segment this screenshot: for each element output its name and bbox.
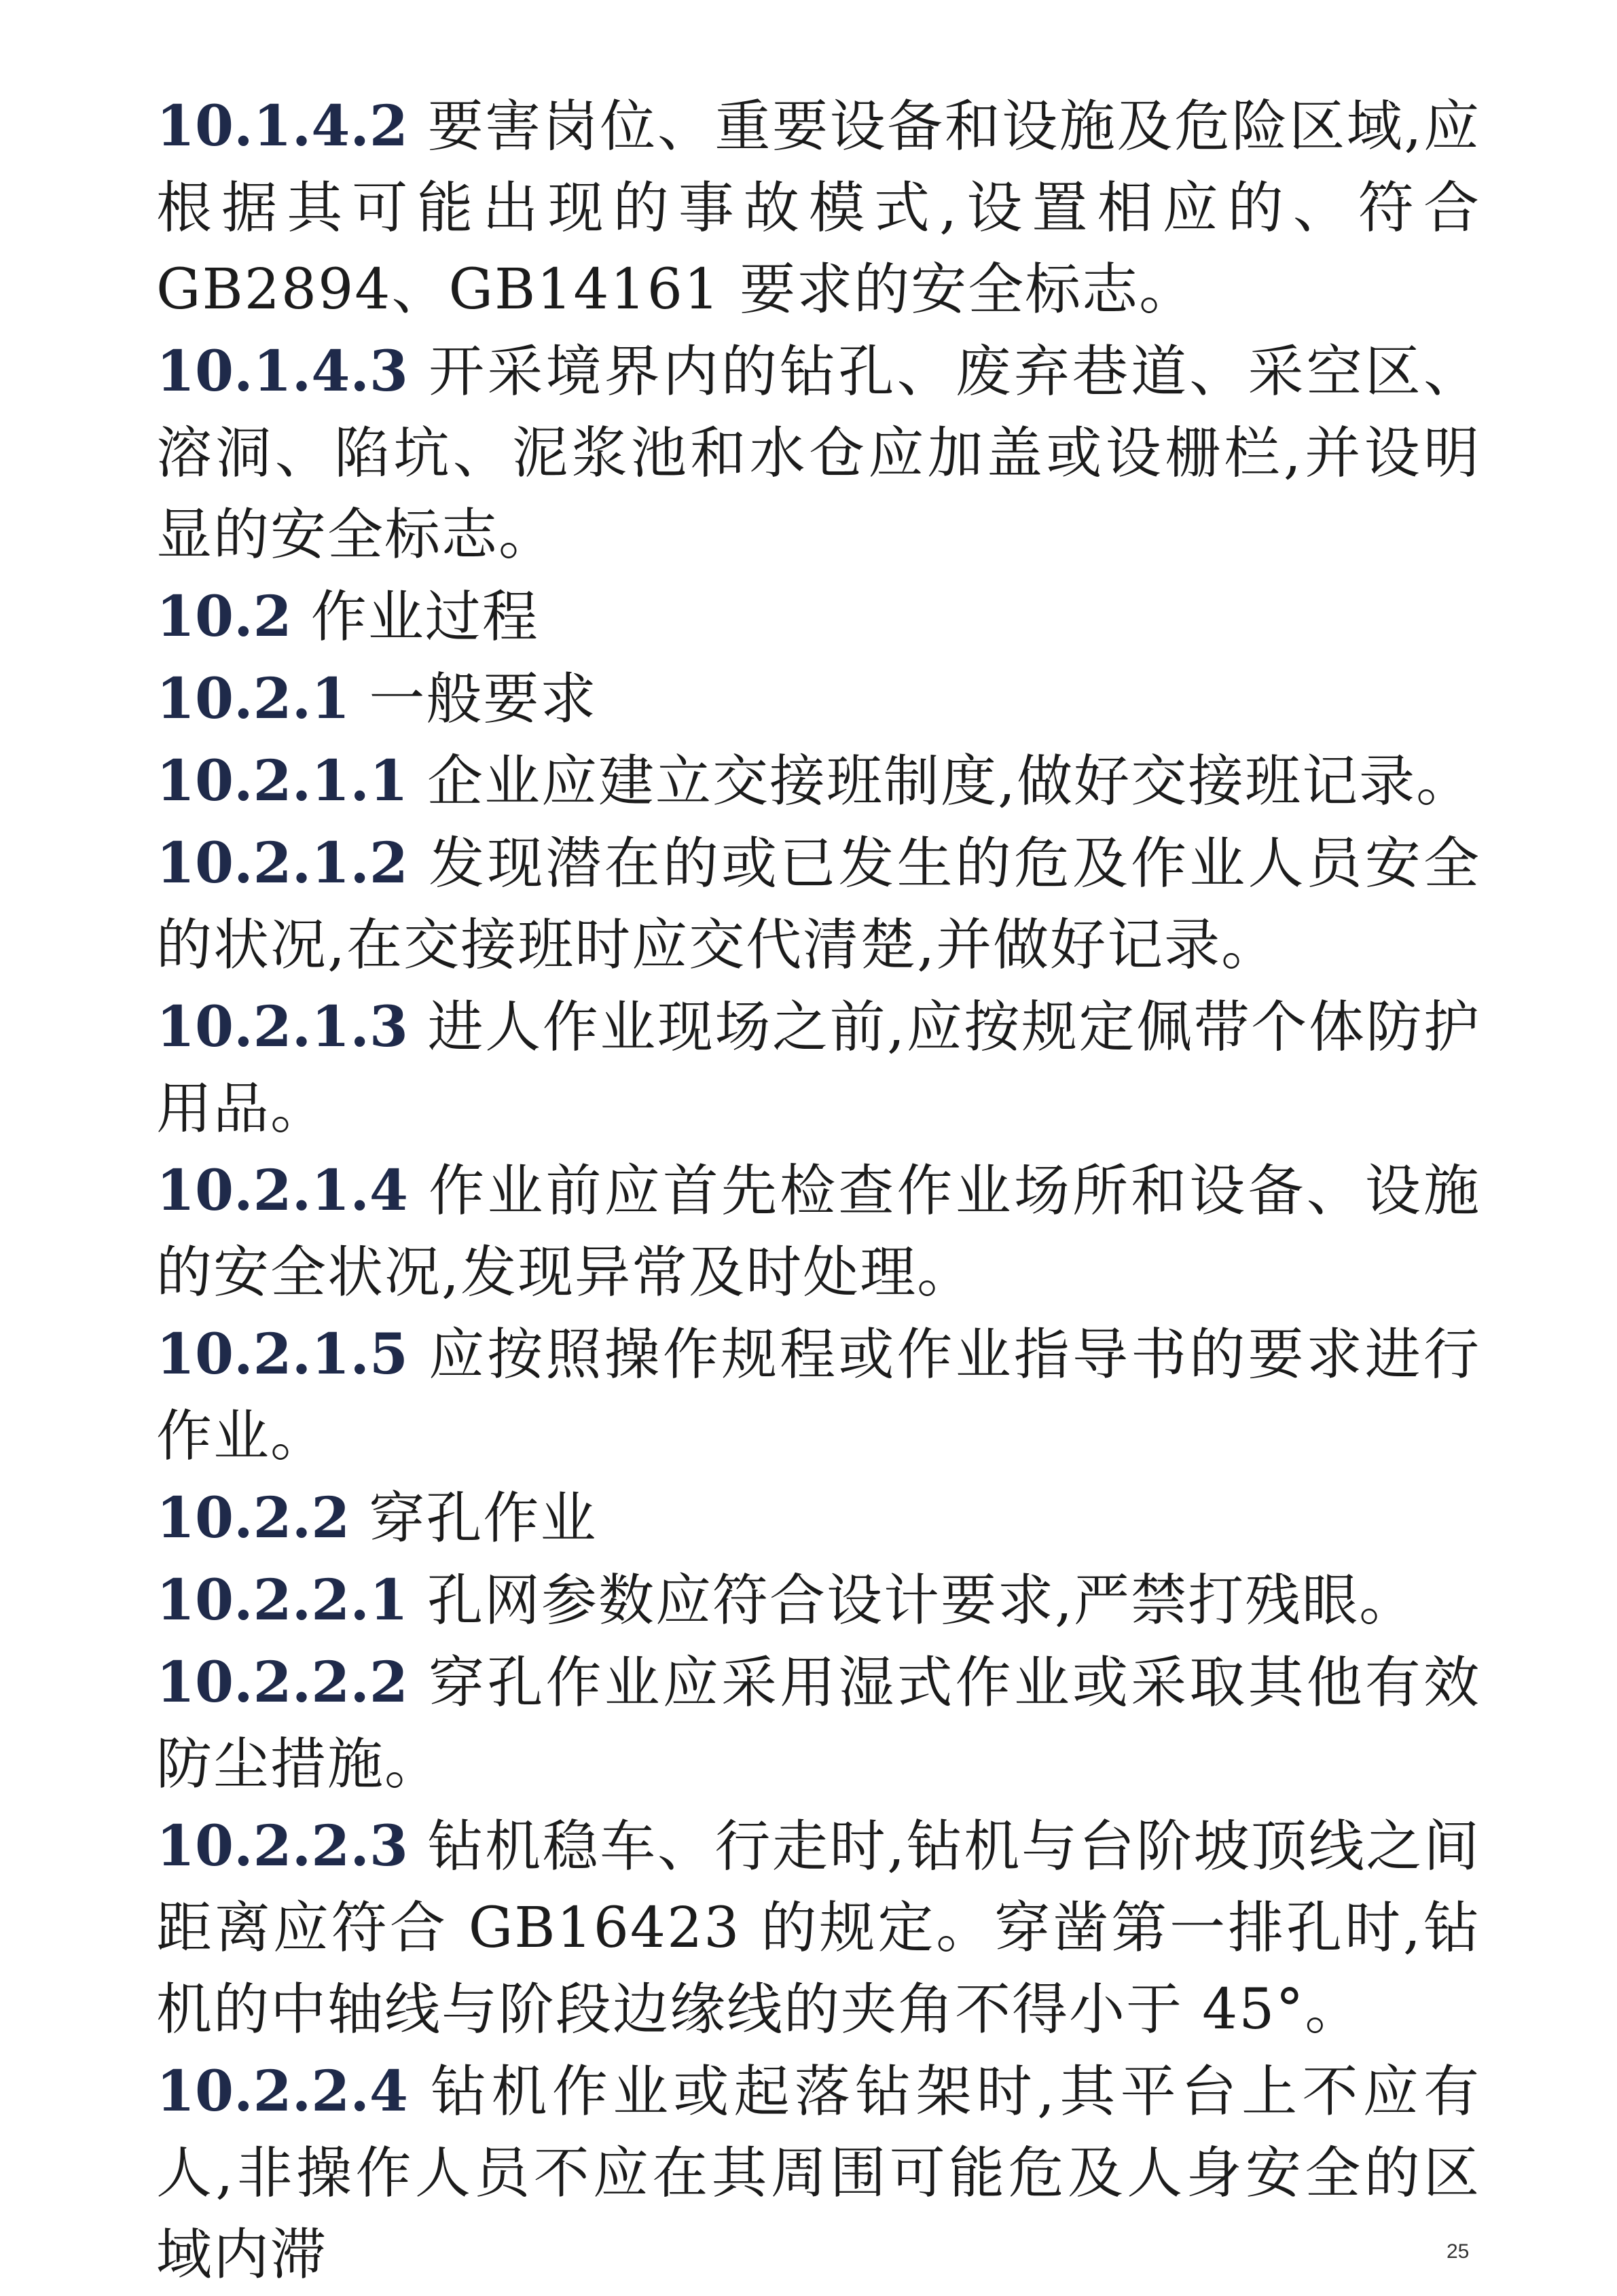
clause-10-2-2-3 [156,1806,1480,2051]
clause-text: 作业前应首先检查作业场所和设备、设施的安全状况,发现异常及时处理。 [156,1159,1480,1305]
section-heading-10-2 [156,576,1480,658]
section-number: 10.2 [156,584,292,649]
clause-number: 10.2.1.5 [156,1322,408,1387]
clause-text: 钻机作业或起落钻架时,其平台上不应有人,非操作人员不应在其周围可能危及人身安全的区域内滞 [156,2060,1480,2287]
section-title: 穿孔作业 [369,1486,598,1551]
clause-text: 穿孔作业应采用湿式作业或采取其他有效防尘措施。 [156,1651,1480,1797]
clause-text: 应按照操作规程或作业指导书的要求进行作业。 [156,1323,1480,1469]
clause-10-2-2-1 [156,1560,1480,1642]
clause-number: 10.2.2.1 [156,1568,408,1633]
clause-number: 10.1.4.3 [156,339,408,404]
section-number: 10.2.1 [156,666,350,732]
clause-10-2-2-2 [156,1642,1480,1806]
clause-text: 钻机稳车、行走时,钻机与台阶坡顶线之间距离应符合 GB16423 的规定。穿凿第一排孔时,钻机的中轴线与阶段边缘线的夹角不得小于 45°。 [156,1814,1480,2042]
clause-number: 10.2.1.3 [156,994,408,1060]
clause-number: 10.2.1.2 [156,831,408,896]
section-heading-10-2-1 [156,658,1480,740]
clause-text: 开采境界内的钻孔、废弃巷道、采空区、溶洞、陷坑、泥浆池和水仓应加盖或设栅栏,并设明显的安全标志。 [156,340,1480,567]
clause-10-2-1-1 [156,740,1480,823]
clause-number: 10.2.1.1 [156,749,408,814]
section-heading-10-2-2 [156,1477,1480,1560]
document-body [156,86,1480,2296]
clause-text: 进人作业现场之前,应按规定佩带个体防护用品。 [156,995,1480,1141]
section-title: 作业过程 [310,585,539,649]
clause-number: 10.2.2.4 [156,2059,408,2124]
clause-10-1-4-2 [156,86,1480,331]
clause-text: 要害岗位、重要设备和设施及危险区域,应根据其可能出现的事故模式,设置相应的、符合 GB2894、GB14161 要求的安全标志。 [156,94,1480,322]
section-number: 10.2.2 [156,1486,350,1551]
clause-10-2-2-4 [156,2051,1480,2296]
clause-10-2-1-2 [156,823,1480,986]
clause-text: 企业应建立交接班制度,做好交接班记录。 [427,749,1474,814]
clause-10-2-1-5 [156,1314,1480,1477]
clause-text: 发现潜在的或已发生的危及作业人员安全的状况,在交接班时应交代清楚,并做好记录。 [156,831,1480,977]
clause-10-2-1-4 [156,1150,1480,1314]
clause-10-1-4-3 [156,331,1480,576]
clause-text: 孔网参数应符合设计要求,严禁打残眼。 [427,1568,1417,1633]
clause-number: 10.2.2.2 [156,1650,408,1715]
clause-number: 10.1.4.2 [156,94,408,159]
clause-number: 10.2.2.3 [156,1814,408,1879]
clause-10-2-1-3 [156,986,1480,1150]
clause-number: 10.2.1.4 [156,1158,408,1223]
page-number: 25 [1447,2240,1470,2263]
section-title: 一般要求 [369,667,598,732]
